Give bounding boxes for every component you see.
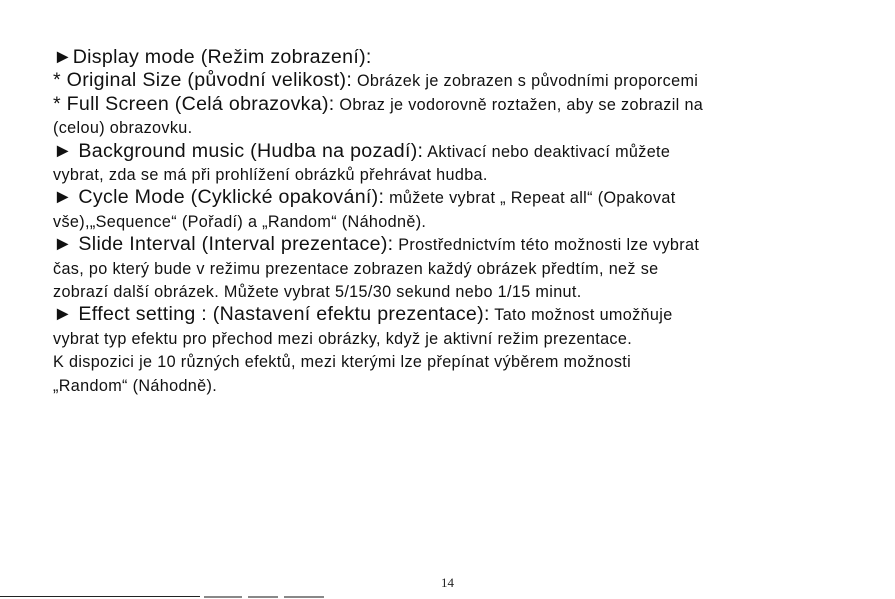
line-text: vybrat typ efektu pro přechod mezi obrázky, když je aktivní režim prezentace. <box>53 329 633 348</box>
line-text: Obraz je vodorovně roztažen, aby se zobrazil na <box>334 95 704 114</box>
heading-effect-setting: ► Effect setting : (Nastavení efektu prezentace): <box>53 303 490 326</box>
option-original-size: * Original Size (původní velikost): <box>53 69 353 92</box>
heading-cycle-mode: ► Cycle Mode (Cyklické opakování): <box>53 186 385 209</box>
heading-display-mode: ►Display mode (Režim zobrazení): <box>53 46 372 68</box>
line-text: čas, po který bude v režimu prezentace zobrazen každý obrázek předtím, než se <box>53 259 659 278</box>
footer-mark <box>284 596 324 598</box>
heading-background-music: ► Background music (Hudba na pozadí): <box>53 139 424 162</box>
line-text: Tato možnost umožňuje <box>489 306 673 325</box>
line-text: Aktivací nebo deaktivací můžete <box>423 142 671 161</box>
text-line <box>53 140 883 163</box>
text-line <box>53 186 883 209</box>
footer-mark <box>248 596 278 598</box>
text-line <box>53 374 883 397</box>
line-text: (celou) obrazovku. <box>53 119 193 138</box>
manual-text-block <box>53 46 883 397</box>
line-text: vybrat, zda se má při prohlížení obrázků přehrávat hudba. <box>53 166 488 185</box>
option-full-screen: * Full Screen (Celá obrazovka): <box>53 92 335 115</box>
heading-slide-interval: ► Slide Interval (Interval prezentace): <box>53 233 394 256</box>
text-line <box>53 233 883 256</box>
text-line <box>53 46 883 69</box>
text-line <box>53 116 883 139</box>
text-line <box>53 350 883 373</box>
footer-rule <box>0 596 200 597</box>
text-line <box>53 327 883 350</box>
line-text: Prostřednictvím této možnosti lze vybrat <box>393 236 700 255</box>
line-text: „Random“ (Náhodně). <box>53 376 218 395</box>
line-text: K dispozici je 10 různých efektů, mezi kterými lze přepínat výběrem možnosti <box>53 353 632 372</box>
footer-mark <box>204 596 242 598</box>
line-text: zobrazí další obrázek. Můžete vybrat 5/15/30 sekund nebo 1/15 minut. <box>53 283 582 302</box>
text-line <box>53 69 883 92</box>
text-line <box>53 163 883 186</box>
text-line <box>53 280 883 303</box>
text-line <box>53 257 883 280</box>
line-text: vše),„Sequence“ (Pořadí) a „Random“ (Náhodně). <box>53 212 427 231</box>
text-line <box>53 303 883 326</box>
text-line <box>53 210 883 233</box>
line-text: Obrázek je zobrazen s původními proporcemi <box>352 72 699 91</box>
page-number: 14 <box>441 575 454 590</box>
text-line <box>53 93 883 116</box>
line-text: můžete vybrat „ Repeat all“ (Opakovat <box>384 189 676 208</box>
